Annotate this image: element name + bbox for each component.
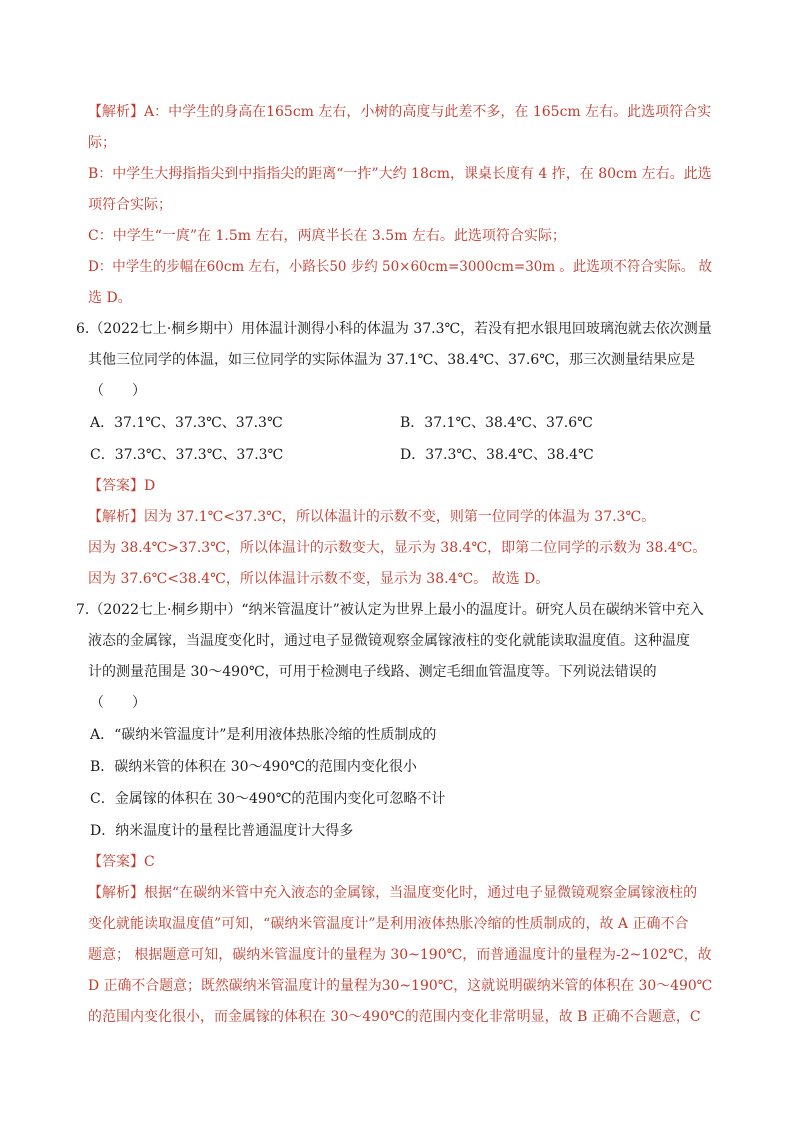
q7-answer-paren: （ ） xyxy=(90,695,146,711)
q7-stem-line-2: 液态的金属镓，当温度变化时，通过电子显微镜观察金属镓液柱的变化就能读取温度值。这种温度 xyxy=(88,633,690,649)
q7-analysis-line-3: 题意； 根据题意可知，碳纳米管温度计的量程为 30~190℃，而普通温度计的量程为-2~102℃，故 xyxy=(88,947,712,963)
q6-analysis-line-2: 因为 38.4℃>37.3℃，所以体温计的示数变大，显示为 38.4℃，即第二位同学的示数为 38.4℃。 xyxy=(88,540,707,556)
answer-tag: 【答案】 xyxy=(88,478,144,494)
q6-option-b: B．37.1℃、38.4℃、37.6℃ xyxy=(400,415,593,431)
analysis-tag: 【解析】 xyxy=(88,885,144,901)
q7-analysis-line-5: 的范围内变化很小，而金属镓的体积在 30～490℃的范围内变化非常明显，故 B 正确不合题意，C xyxy=(88,1009,701,1025)
q5-analysis-a: A：中学生的身高在165cm 左右，小树的高度与此差不多，在 165cm 左右。此选项符合实 xyxy=(144,104,712,120)
q7-analysis-line-1 xyxy=(88,883,697,903)
q7-answer xyxy=(88,852,155,872)
q7-option-b: B．碳纳米管的体积在 30～490℃的范围内变化很小 xyxy=(90,759,417,775)
q7-stem-line-1: 7.（2022七上·桐乡期中）“纳米管温度计”被认定为世界上最小的温度计。研究人员在碳纳米管中充入 xyxy=(76,602,704,618)
q5-analysis-line-2: 际； xyxy=(88,135,116,151)
q6-stem-line-2: 其他三位同学的体温，如三位同学的实际体温为 37.1℃、38.4℃、37.6℃，那三次测量结果应是 xyxy=(88,352,695,368)
q5-analysis-line-6: D：中学生的步幅在60cm 左右，小路长50 步约 50×60cm=3000cm=30m 。此选项不符合实际。 故 xyxy=(88,259,713,275)
q5-analysis-line-3: B：中学生大拇指指尖到中指指尖的距离“一拃”大约 18cm，课桌长度有 4 拃，在 80cm 左右。此选 xyxy=(88,166,712,182)
q6-answer-paren: （ ） xyxy=(90,383,146,399)
q7-option-d: D．纳米温度计的量程比普通温度计大得多 xyxy=(90,823,354,839)
q5-analysis-line-1 xyxy=(88,102,711,122)
q6-option-c: C．37.3℃、37.3℃、37.3℃ xyxy=(90,447,284,463)
answer-value: C xyxy=(144,854,155,870)
answer-tag: 【答案】 xyxy=(88,854,144,870)
q7-option-c: C．金属镓的体积在 30～490℃的范围内变化可忽略不计 xyxy=(90,791,446,807)
q6-analysis-line-3: 因为 37.6℃<38.4℃，所以体温计示数不变，显示为 38.4℃。 故选 D。 xyxy=(88,571,550,587)
q6-answer xyxy=(88,476,155,496)
q7-analysis-text-1: 根据“在碳纳米管中充入液态的金属镓，当温度变化时，通过电子显微镜观察金属镓液柱的 xyxy=(144,885,698,901)
analysis-tag: 【解析】 xyxy=(88,104,144,120)
q6-analysis-line-1 xyxy=(88,507,655,527)
analysis-tag: 【解析】 xyxy=(88,509,144,525)
q5-analysis-line-5: C：中学生“一庹”在 1.5m 左右，两庹半长在 3.5m 左右。此选项符合实际； xyxy=(88,228,566,244)
q5-analysis-line-7: 选 D。 xyxy=(88,290,132,306)
q6-option-a: A．37.1℃、37.3℃、37.3℃ xyxy=(90,415,283,431)
q5-analysis-line-4: 项符合实际； xyxy=(88,197,172,213)
q6-option-d: D．37.3℃、38.4℃、38.4℃ xyxy=(400,447,594,463)
q7-analysis-line-2: 变化就能读取温度值”可知，“碳纳米管温度计”是利用液体热胀冷缩的性质制成的，故 A 正确不合 xyxy=(88,916,689,932)
q6-analysis-text-1: 因为 37.1℃<37.3℃，所以体温计的示数不变，则第一位同学的体温为 37.3℃。 xyxy=(144,509,656,525)
q7-stem-line-3: 计的测量范围是 30～490℃，可用于检测电子线路、测定毛细血管温度等。下列说法错误的 xyxy=(88,664,657,680)
q6-stem-line-1: 6.（2022七上·桐乡期中）用体温计测得小科的体温为 37.3℃，若没有把水银甩回玻璃泡就去依次测量 xyxy=(76,321,712,337)
q7-option-a: A．“碳纳米管温度计”是利用液体热胀冷缩的性质制成的 xyxy=(90,727,437,743)
q7-analysis-line-4: D 正确不合题意；既然碳纳米管温度计的量程为30~190℃，这就说明碳纳米管的体积在 30～490℃ xyxy=(88,978,713,994)
answer-value: D xyxy=(144,478,156,494)
